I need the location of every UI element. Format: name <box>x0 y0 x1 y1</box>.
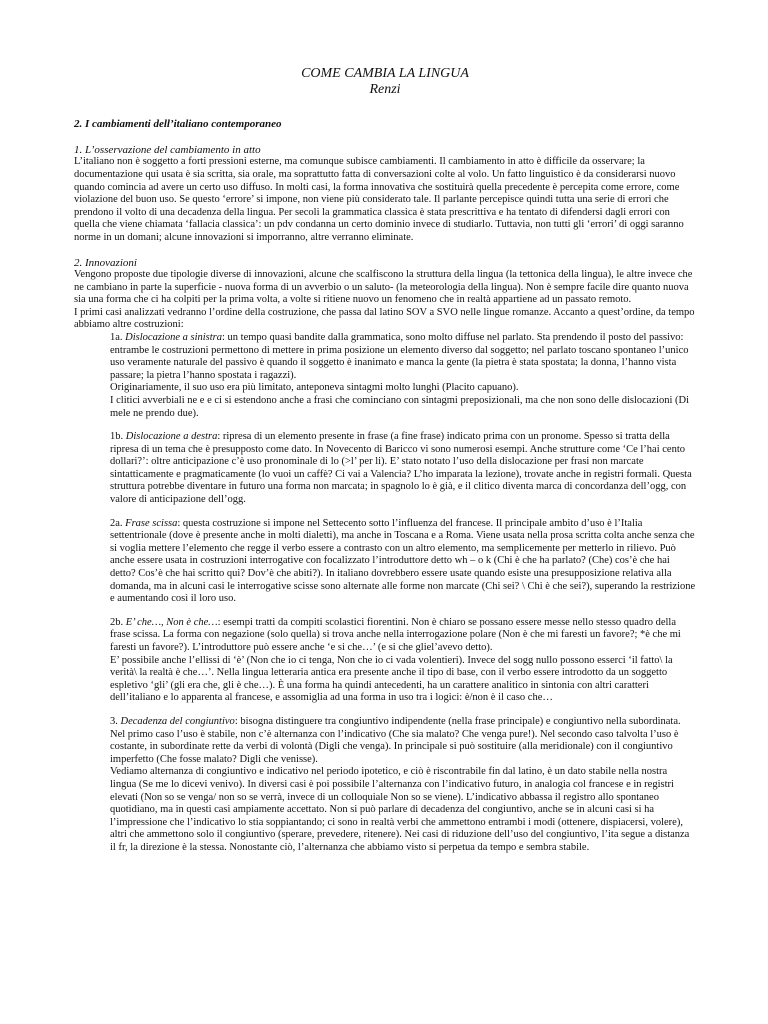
item-paragraph <box>110 716 696 766</box>
item-text: : questa costruzione si impone nel Settecento sotto l’influenza del francese. Il principale ambito d’uso è l’Italia settentrionale (dove è presente anche in molti dialetti), ma anche in Toscana e a Roma. Viene usata nella prosa scritta colta anche senza che si voglia mettere l’elemento che regge il verbo essere a contrasto con un altro elemento, ma semplicemente per metterlo in rilievo. Può anche essere usata in costruzioni interrogative con focalizzato l’introduttore detto wh – o k (Chi è che ha parlato? (Che) cos’è che hai detto? Cos’è che hai scritto qui? Dov’è che abiti?). In italiano dovrebbero essere usate quando esiste una presupposizione relativa alla domanda, ma in alcuni casi le interrogative scisse sono alternate alle forme non marcate (Chi sei? \ Chi è che sei?), superando la restrizione e aumentando così il loro uso. <box>110 517 696 605</box>
item-paragraph <box>110 332 696 382</box>
item-term: Decadenza del congiuntivo <box>120 715 235 727</box>
list-item <box>110 716 696 855</box>
section-title: 2. Innovazioni <box>74 256 137 269</box>
item-label: 1a. <box>110 331 126 343</box>
body-paragraph: I primi casi analizzati vedranno l’ordine della costruzione, che passa dal latino SOV a SVO nelle lingue romanze. Accanto a quest’ordine, da tempo abbiamo altre costruzioni: <box>74 306 695 331</box>
list-item <box>110 332 696 420</box>
item-paragraph <box>110 431 696 507</box>
item-label: 2b. <box>110 616 126 628</box>
item-text: : ripresa di un elemento presente in frase (a fine frase) indicato prima con un pronome. Spesso si tratta della ripresa di un tema che è presupposto come dato. In Novecento di Baricco vi sono numerosi esempi. Anche strutture come ‘Ce l’hai cento dollari?’: oltre anticipazione c’è uso pronominale di lo (>l’ per li). E’ stato notato l’uso della dislocazione per frasi non marcate sintatticamente e pragmaticamente (lo vuoi un caffè? Ci vai a Valencia? L’ho imparata la lezione), trovate anche in registri formali. Questa struttura potrebbe diventare in futuro una forma non marcata; in spagnolo lo è già, e il clitico diventa marca di concordanza dell’ogg, con valore di anticipazione dell’ogg. <box>110 431 692 506</box>
list-item <box>110 518 696 606</box>
spacer <box>74 420 696 431</box>
body-paragraph: Vengono proposte due tipologie diverse di innovazioni, alcune che scalfiscono la struttura della lingua (la tettonica della lingua), le altre invece che ne cambiano in parte la superficie - nuova forma di un avverbio o un saluto- (la meteorologia della lingua). Non è sempre facile dire quanto nuova sia una forma che ci ha colpiti per la prima volta, a volte si ritiene nuovo un fenomeno che in realtà appartiene ad un passato remoto. <box>74 268 693 306</box>
item-label: 2a. <box>110 517 126 529</box>
document-page <box>74 66 696 855</box>
spacer <box>74 705 696 716</box>
item-text: : un tempo quasi bandite dalla grammatica, sono molto diffuse nel parlato. Sta prendendo il posto del passivo: entrambe le costruzioni permettono di mettere in prima posizione un elemento diverso dal soggetto; nel parlato toscano spontaneo l’unico uso veramente naturale del passivo è quando il soggetto è inanimato e manca la gente (la pietra è stata spostata; la donna, l’hanno vista passare; la pietra l’hanno spostata i ragazzi). <box>110 331 689 381</box>
list-item <box>110 617 696 705</box>
item-label: 1b. <box>110 431 126 443</box>
section-title: 1. L’osservazione del cambiamento in atto <box>74 144 261 156</box>
item-term: Frase scissa <box>125 517 178 529</box>
item-paragraph <box>110 518 696 606</box>
document-title: COME CAMBIA LA LINGUA <box>301 66 469 81</box>
document-author: Renzi <box>369 82 401 97</box>
item-text: : esempi tratti da compiti scolastici fiorentini. Non è chiaro se possano essere messe nello stesso quadro della frase scissa. La forma con negazione (solo quella) si trova anche nella interrogazione polare (Non è che mi faresti un favore?; *è che mi faresti un favore?). L’introduttore può essere anche ‘e si che…’ (e si che gliel’avevo detto). <box>110 616 681 653</box>
list-item <box>110 431 696 507</box>
item-label: 3. <box>110 715 121 727</box>
item-paragraph: Originariamente, il suo uso era più limitato, anteponeva sintagmi molto lunghi (Placito capuano). <box>110 382 519 394</box>
spacer <box>74 507 696 518</box>
body-paragraph: L’italiano non è soggetto a forti pressioni esterne, ma comunque subisce cambiamenti. Il cambiamento in atto è difficile da osservare; la documentazione qui usata è sia scritta, sia orale, ma soprattutto fatta di conversazioni colte al volo. Un fatto linguistico è da considerarsi nuovo quando comincia ad avere un certo uso diffuso. In molti casi, la forma innovativa che sostituirà quella precedente è percepita come errore, come violazione del buon uso. Se questo ‘errore’ si impone, non viene più considerato tale. Il parlante percepisce quindi tutta una serie di errori che prendono il volto di una decadenza della lingua. Per secoli la grammatica classica è stata prescrittiva e ha tentato di difendersi dagli errori con quella che viene chiamata ‘fallacia classica’: un pdv condanna un certo dominio invece di studiarlo. Tuttavia, non tutti gli ‘errori’ di oggi saranno norme in un domani; alcune innovazioni si imporranno, altre verranno eliminate. <box>74 156 684 243</box>
item-term: Dislocazione a destra <box>125 431 218 443</box>
spacer <box>74 606 696 617</box>
item-paragraph: Vediamo alternanza di congiuntivo e indicativo nel periodo ipotetico, e ciò è riscontrabile fin dal latino, è un dato stabile nella nostra lingua (Se me lo dicevi venivo). In diversi casi è poi possibile l’alternanza con l’indicativo futuro, in analogia col francese e in registri elevati (Non so se venga/ non so se verrà, invece di un colloquiale Non so se viene). L’indicativo abbassa il registro allo spontaneo quotidiano, ma in questi casi ampiamente accettato. Non si può parlare di decadenza del congiuntivo, anche se in alcuni casi si ha l’impressione che l’indicativo lo stia soppiantando; ci sono in realtà verbi che ammettono entrambi i modi (ottenere, dispiacersi, volere), altri che ammettono solo il congiuntivo (sperare, prevedere, ritenere). Nei casi di riduzione dell’uso del congiuntivo, l’ita segue a distanza il fr, la direzione è la stessa. Nonostante ciò, l’alternanza che abbiamo visto si perpetua da tempo e sembra stabile. <box>110 766 690 853</box>
item-paragraph: E’ possibile anche l’ellissi di ‘è’ (Non che io ci tenga, Non che io ci vada volentieri). Invece del sogg nullo possono esserci ‘il fatto\ la verità\ la realtà è che…’. Nella lingua letteraria antica era presente anche il tipo di base, con il verbo essere introdotto da un soggetto espletivo ‘gli’ (gli era che, gli è che…). È una forma ha quindi antecedenti, ha un carattere analitico in sintonia con altri caratteri dell’italiano e lo apparenta al francese, e assomiglia ad una forma in uso tra i logici: è/non è il caso che… <box>110 654 673 704</box>
chapter-heading: 2. I cambiamenti dell’italiano contemporaneo <box>74 118 282 130</box>
item-paragraph <box>110 617 696 655</box>
spacer <box>74 245 696 257</box>
item-text: : bisogna distinguere tra congiuntivo indipendente (nella frase principale) e congiuntivo nella subordinata. Nel primo caso l’uso è stabile, non c’è alternanza con l’indicativo (Che sia malato? Che venga pure!). Nel secondo caso talvolta l’uso è costante, in subordinate rette da verbi di volontà (Digli che venga). In principale si può sostituire (alla meridionale) con il congiuntivo imperfetto (Che fosse malato? Digli che venisse). <box>110 715 681 765</box>
item-term: E’ che…, Non è che… <box>125 616 218 628</box>
item-term: Dislocazione a sinistra <box>125 331 223 343</box>
item-paragraph: I clitici avverbiali ne e e ci si estendono anche a frasi che cominciano con sintagmi preposizionali, ma che non sono delle dislocazioni (Di mele ne prendo due). <box>110 394 690 419</box>
